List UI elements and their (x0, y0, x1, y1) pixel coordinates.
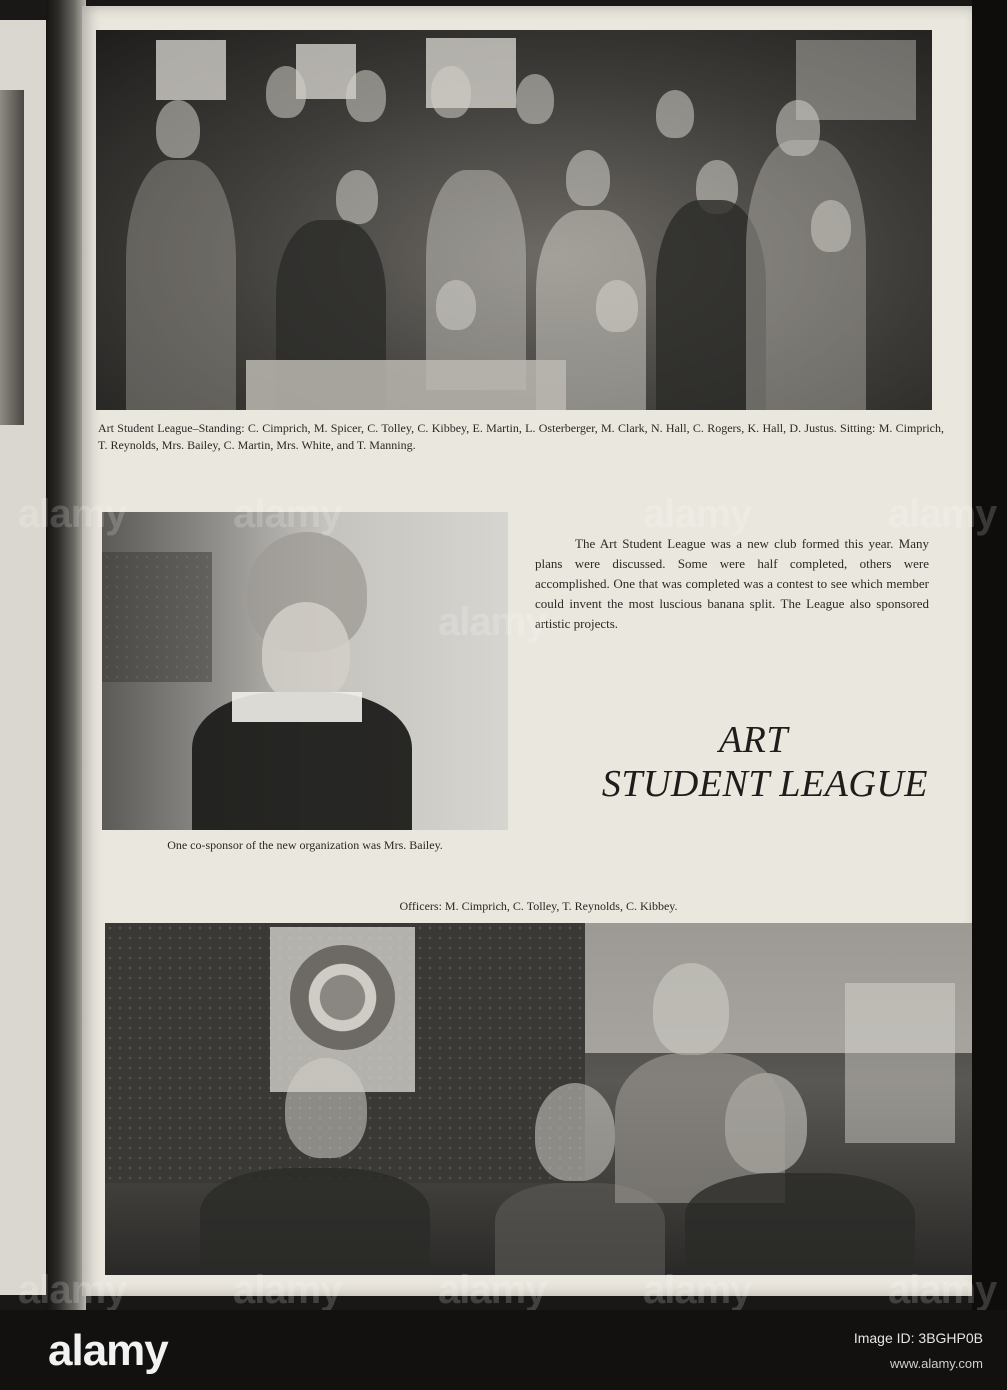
student-face (566, 150, 610, 206)
student-face (266, 66, 306, 118)
watermark: alamy (438, 1268, 547, 1310)
image-id: Image ID: 3BGHP0B (853, 1330, 983, 1346)
watermark: alamy (18, 1268, 127, 1310)
watermark: alamy (438, 600, 547, 644)
left-page-photo-fragment (0, 90, 24, 425)
wall-poster (156, 40, 226, 100)
page-title-line1: ART (718, 719, 788, 761)
student-figure (746, 140, 866, 410)
scan-right-edge (972, 0, 1007, 1310)
student-face (156, 100, 200, 158)
watermark: alamy (643, 1268, 752, 1310)
white-collar (232, 692, 362, 722)
portrait-caption: One co-sponsor of the new organization was Mrs. Bailey. (167, 838, 443, 852)
watermark: alamy (233, 492, 342, 536)
framed-print (845, 983, 955, 1143)
officer-face (653, 963, 729, 1055)
watermark: alamy (888, 1268, 997, 1310)
officer-body (200, 1168, 430, 1275)
page-title-line2: STUDENT LEAGUE (601, 763, 928, 805)
left-page-edge (0, 20, 48, 1295)
mrs-bailey-portrait (102, 512, 508, 830)
student-face (516, 74, 554, 124)
student-face (431, 66, 471, 118)
article-body: The Art Student League was a new club formed this year. Many plans were discussed. Some were half completed, others were accomplished. One that was completed was a contest to see which member could invent the most luscious banana split. The League also sponsored artistic projects. (535, 536, 929, 631)
student-face (656, 90, 694, 138)
officer-face (535, 1083, 615, 1181)
site-url: www.alamy.com (890, 1356, 983, 1371)
officer-face (285, 1058, 367, 1158)
officers-caption: Officers: M. Cimprich, C. Tolley, T. Reynolds, C. Kibbey. (399, 899, 678, 913)
group-photo (96, 30, 932, 410)
teacher-face (262, 602, 350, 702)
group-photo-caption: Art Student League–Standing: C. Cimprich, M. Spicer, C. Tolley, C. Kibbey, E. Martin, L. Osterberger, M. Clark, N. Hall, C. Rogers, K. Hall, D. Justus. Sitting: M. Cimprich, T. Reynolds, Mrs. Bailey, C. Martin, Mrs. White, and T. Manning. (98, 421, 944, 452)
watermark: alamy (18, 492, 127, 536)
alamy-logo: alamy (48, 1326, 168, 1375)
officers-photo (105, 923, 972, 1275)
student-face (346, 70, 386, 122)
student-face (336, 170, 378, 224)
book-gutter (46, 0, 86, 1310)
sun-artwork (290, 945, 395, 1050)
stock-footer (0, 1310, 1007, 1390)
page-title (524, 718, 928, 806)
background-window (102, 552, 212, 682)
watermark: alamy (233, 1268, 342, 1310)
art-table (246, 360, 566, 410)
officer-body (685, 1173, 915, 1275)
student-figure (426, 170, 526, 390)
yearbook-page (82, 6, 972, 1296)
student-figure (126, 160, 236, 410)
watermark: alamy (643, 492, 752, 536)
watermark: alamy (888, 492, 997, 536)
